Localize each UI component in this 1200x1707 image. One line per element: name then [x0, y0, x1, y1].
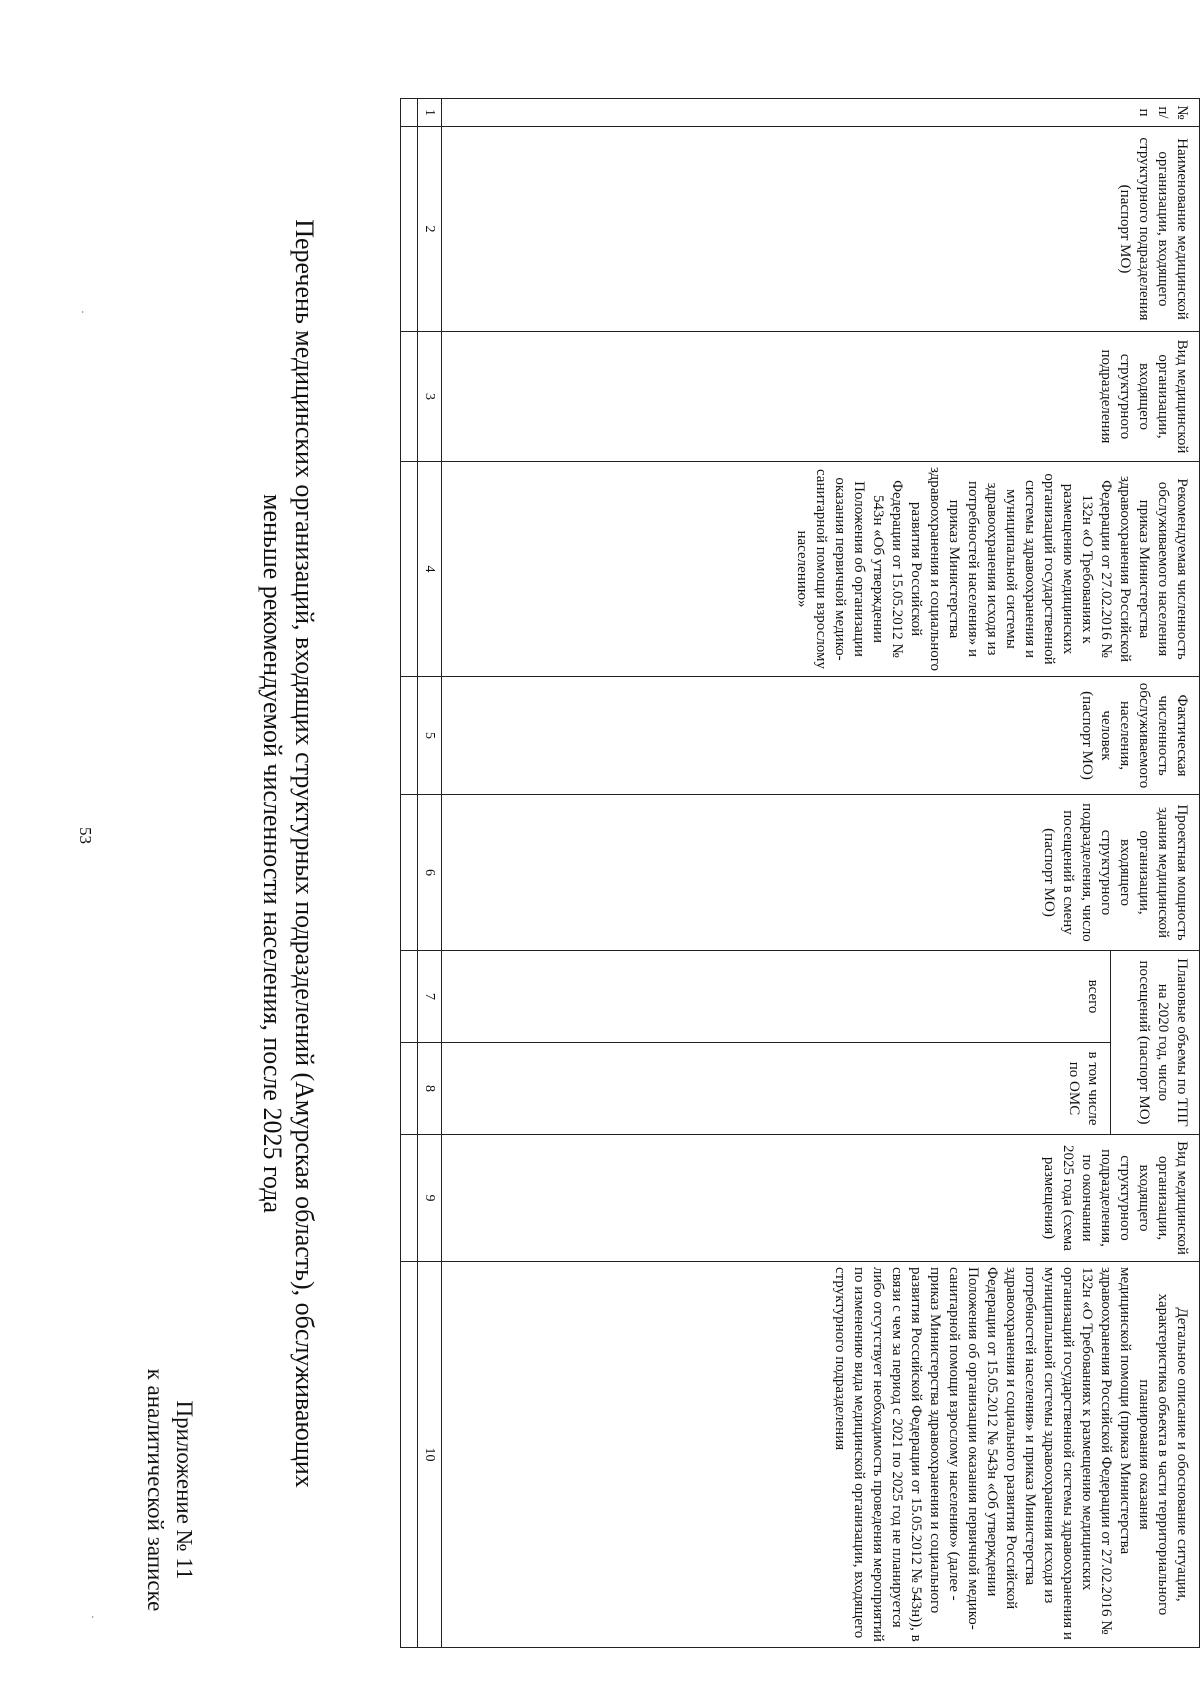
header-col-3: Вид медицинской организации, входящего структурного подразделения	[442, 332, 1200, 462]
column-number: 8	[418, 1043, 442, 1135]
column-number: 1	[418, 99, 442, 127]
header-col-2: Наименование медицинской организации, входящего структурного подразделения (паспорт МО)	[442, 127, 1200, 332]
header-col-4: Рекомендуемая численность обслуживаемого населения приказ Министерства здравоохранения Российской Федерации от 27.02.2016 № 132н «О Требованиях к размещению медицинских организаций государственной системы здравоохранения и муниципальной системы здравоохранения исходя из потребностей населения» и приказ Министерства здравоохранения и социального развития Российской Федерации от 15.05.2012 № 543н «Об утверждении Положения об организации оказания первичной медико-санитарной помощи взрослому населению»	[442, 462, 1200, 677]
header-col-10-body: медицинской помощи (приказ Министерства здравоохранения Российской Федерации от 27.02.2016 № 132н «О Требованиях к размещению медицинских организаций государственной системы здравоохранения и муниципальной системы здравоохранения исходя из потребностей населения» и приказ Министерства здравоохранения и социального развития Российской Федерации от 15.05.2012 № 543н «Об утверждении Положения об организации оказания первичной медико-санитарной помощи взрослому населению» (далее - приказ Министерства здравоохранения и социального развития Российской Федерации от 15.05.2012 № 543н)), в связи с чем за период с 2021 по 2025 год не планируется либо отсутствует необходимость проведения мероприятий по изменению вида медицинской организации, входящего структурного подразделения	[832, 1267, 1133, 1642]
table-cell	[401, 1135, 418, 1262]
column-number: 10	[418, 1262, 442, 1648]
header-col-7: всего	[442, 951, 1111, 1043]
column-number: 4	[418, 462, 442, 677]
appendix-caption	[141, 1290, 199, 1690]
table-cell	[401, 951, 418, 1043]
header-col-10-heading: Детальное описание и обоснование ситуации, характеристика объекта в части территориального планирования оказания	[1136, 1293, 1190, 1616]
scan-speck: ·	[86, 1615, 100, 1619]
table-cell	[401, 462, 418, 677]
header-col-6: Проектная мощность здания медицинской организации, входящего структурного подразделения, число посещений в смену (паспорт МО)	[442, 795, 1200, 951]
column-number: 2	[418, 127, 442, 332]
column-number: 7	[418, 951, 442, 1043]
header-col-10	[442, 1262, 1200, 1648]
organizations-table	[400, 98, 1200, 1648]
header-col-1: № п/п	[442, 99, 1200, 127]
appendix-line-1: Приложение № 11	[172, 1400, 197, 1580]
column-numbers-row	[418, 99, 442, 1648]
table-cell	[401, 677, 418, 795]
table-cell	[401, 1043, 418, 1135]
table-cell	[401, 1262, 418, 1648]
table-cell	[401, 127, 418, 332]
column-number: 9	[418, 1135, 442, 1262]
table-cell	[401, 99, 418, 127]
column-number: 6	[418, 795, 442, 951]
header-col-5: Фактическая численность обслуживаемого населения, человек (паспорт МО)	[442, 677, 1200, 795]
appendix-line-2: к аналитической записке	[143, 1368, 168, 1612]
document-title	[256, 0, 320, 1707]
header-row-1	[1111, 99, 1200, 1648]
page-number: 53	[76, 827, 95, 844]
scan-speck: ·	[76, 310, 90, 314]
header-col-8: в том числе по ОМС	[442, 1043, 1111, 1135]
column-number: 5	[418, 677, 442, 795]
title-line-2: меньше рекомендуемой численности населения, после 2025 года	[258, 493, 287, 1214]
column-number: 3	[418, 332, 442, 462]
header-col-9: Вид медицинской организации, входящего структурного подразделения, по окончании 2025 года (схема размещения)	[442, 1135, 1200, 1262]
header-col-7-8-group: Плановые объемы по ТПГ на 2020 год, число посещений (паспорт МО)	[1111, 951, 1200, 1135]
empty-data-row	[401, 99, 418, 1648]
table-cell	[401, 332, 418, 462]
title-line-1: Перечень медицинских организаций, входящих структурных подразделений (Амурская область), обслуживающих	[290, 219, 319, 1488]
table-cell	[401, 795, 418, 951]
